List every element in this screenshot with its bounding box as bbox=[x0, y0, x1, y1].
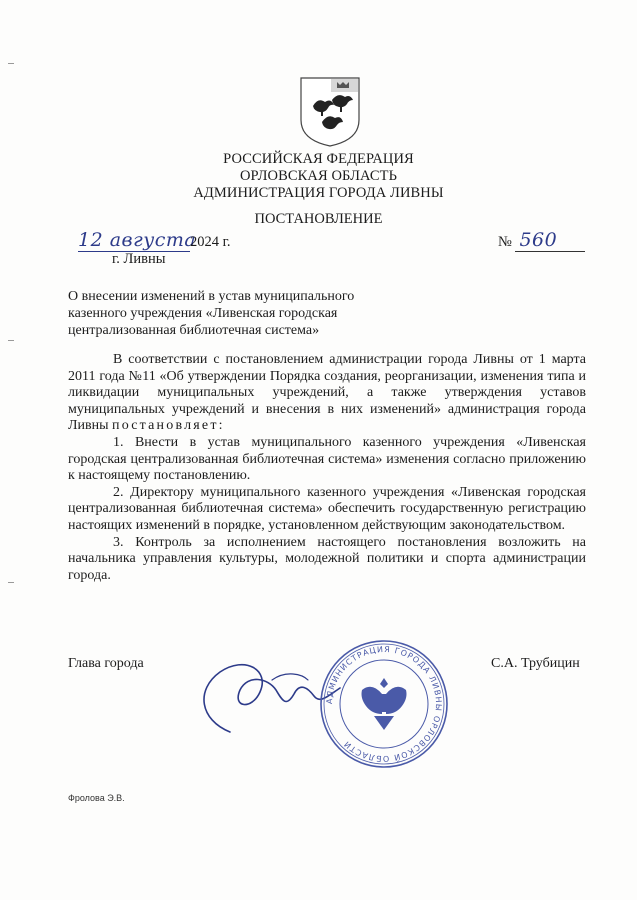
subject-line: О внесении изменений в устав муниципального bbox=[68, 289, 355, 304]
signatory-position: Глава города bbox=[68, 656, 144, 671]
seal-text: АДМИНИСТРАЦИЯ ГОРОДА ЛИВНЫ ОРЛОВСКОЙ ОБЛАСТИ bbox=[324, 644, 444, 764]
subject-line: централизованная библиотечная система» bbox=[68, 323, 320, 338]
handwritten-date: 12 августа bbox=[78, 229, 197, 251]
document-subject bbox=[68, 288, 354, 339]
scan-margin-mark bbox=[8, 582, 14, 583]
scan-margin-mark bbox=[8, 63, 14, 64]
city-name: г. Ливны bbox=[112, 251, 166, 267]
official-seal bbox=[318, 638, 450, 770]
handwritten-number: 560 bbox=[515, 229, 585, 252]
body-paragraph-2: 2. Директору муниципального казенного учреждения «Ливенская городская централизованная библиотечная система» обеспечить государственную регистрацию настоящих изменений в порядке, установленном действующим законодательством. bbox=[68, 484, 586, 533]
scan-margin-mark bbox=[8, 340, 14, 341]
date-line bbox=[78, 229, 231, 252]
preamble-text: В соответствии с постановлением администрации города Ливны от 1 марта 2011 года №11 «Об утверждении Порядка создания, реорганизации, изменения типа и ликвидации муниципальных учреждений, а также утверждения уставов муниципальных учреждений и внесения в них изменений» администрация города Ливны bbox=[68, 352, 586, 434]
document-body bbox=[68, 352, 586, 584]
body-paragraph-3: 3. Контроль за исполнением настоящего постановления возложить на начальника управления культуры, молодежной политики и спорта администрации города. bbox=[68, 534, 586, 583]
header-country: РОССИЙСКАЯ ФЕДЕРАЦИЯ bbox=[223, 151, 414, 167]
document-title: ПОСТАНОВЛЕНИЕ bbox=[254, 211, 383, 227]
date-year: 2024 г. bbox=[190, 234, 231, 250]
header-administration: АДМИНИСТРАЦИЯ ГОРОДА ЛИВНЫ bbox=[193, 185, 444, 201]
eagle-icon bbox=[362, 678, 407, 730]
document-number bbox=[498, 229, 585, 252]
header-region: ОРЛОВСКАЯ ОБЛАСТЬ bbox=[239, 168, 398, 184]
resolves-word: постановляет: bbox=[112, 418, 225, 434]
body-paragraph-1: 1. Внести в устав муниципального казенного учреждения «Ливенская городская централизованная библиотечная система» изменения согласно приложению к настоящему постановлению. bbox=[68, 434, 586, 484]
executor-name: Фролова Э.В. bbox=[68, 793, 125, 803]
document-header bbox=[0, 151, 637, 202]
body-paragraph-preamble bbox=[68, 352, 586, 435]
coat-of-arms-icon bbox=[299, 76, 361, 148]
subject-line: казенного учреждения «Ливенская городская bbox=[68, 306, 338, 321]
signatory-name: С.А. Трубицин bbox=[491, 656, 580, 671]
number-sign: № bbox=[498, 234, 512, 250]
